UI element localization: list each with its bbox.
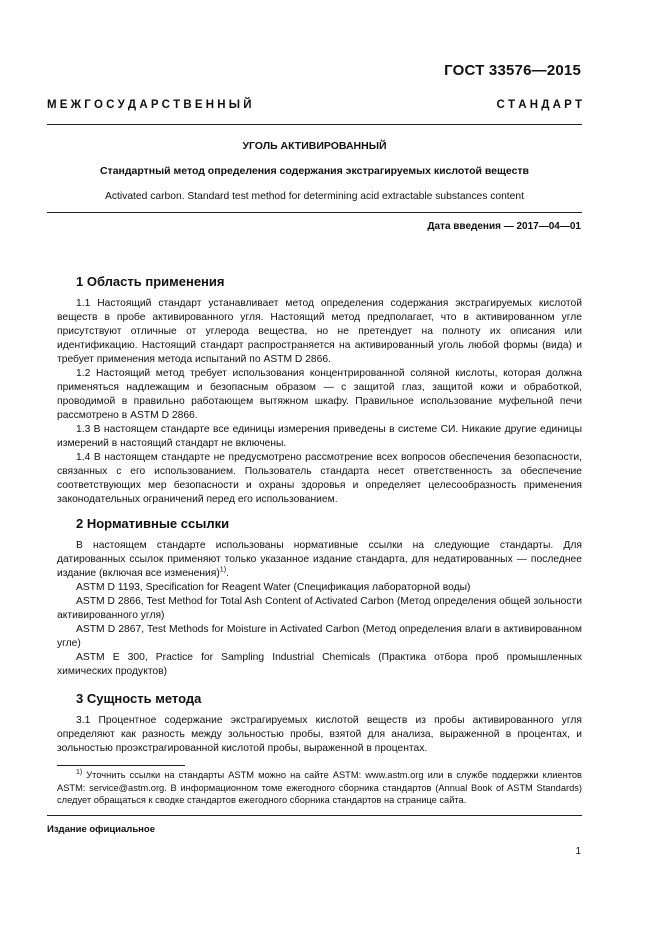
banner-word-standard: С Т А Н Д А Р Т: [496, 99, 582, 111]
paragraph-1-2: 1.2 Настоящий метод требует использования концентрированной соляной кислоты, которая должна применяться надлежащим и безопасным образом — с защитой глаз, защитой кожи и обработкой, проводимой в правильно работающем вытяжном шкафу. Правильное использование муфельной печи рассмотрено в ASTM D 2866.: [57, 368, 582, 421]
section-3-body: [57, 714, 582, 756]
english-title: Activated carbon. Standard test method for determining acid extractable substances content: [105, 191, 524, 202]
interstate-standard-banner: [47, 99, 582, 111]
official-edition-label: Издание официальное: [47, 824, 155, 835]
reference-item: ASTM E 300, Practice for Sampling Industrial Chemicals (Практика отбора проб промышленных химических продуктов): [57, 652, 582, 677]
footnote: [57, 769, 582, 807]
paragraph-1-3: 1.3 В настоящем стандарте все единицы измерения приведены в системе СИ. Никакие другие единицы измерений в настоящий стандарт не включены.: [57, 424, 582, 449]
section-3-heading: 3 Сущность метода: [76, 691, 202, 706]
section-1-heading: 1 Область применения: [76, 274, 225, 289]
footnote-divider: [57, 765, 185, 766]
standard-number: ГОСТ 33576—2015: [444, 62, 581, 79]
document-subtitle: Стандартный метод определения содержания экстрагируемых кислотой веществ: [99, 165, 530, 177]
introduction-date: Дата введения — 2017—04—01: [427, 221, 581, 232]
footnote-marker: 1): [219, 566, 227, 574]
footnote-text-block: [57, 769, 582, 807]
top-divider: [47, 124, 582, 125]
references-intro-text: В настоящем стандарте использованы нормативные ссылки на следующие стандарты. Для датированных ссылок применяют только указанное издание стандарта, для недатированных — последнее издание (включая все изменения): [57, 540, 582, 579]
page-number: 1: [575, 846, 581, 857]
footer-divider: [47, 815, 582, 816]
section-2-body: [57, 539, 582, 679]
reference-item: ASTM D 1193, Specification for Reagent Water (Спецификация лабораторной воды): [76, 582, 471, 593]
footnote-text: Уточнить ссылки на стандарты ASTM можно на сайте ASTM: www.astm.org или в службе поддержки клиентов ASTM: service@astm.org. В информационном томе ежегодного сборника стандартов (Annual Book of ASTM Standards) следует обращаться к сводке стандартов ежегодного сборника стандартов на странице сайта.: [57, 770, 582, 805]
title-divider: [47, 212, 582, 213]
reference-item: ASTM D 2867, Test Methods for Moisture in Activated Carbon (Метод определения влаги в активированном угле): [57, 624, 582, 649]
reference-item: ASTM D 2866, Test Method for Total Ash Content of Activated Carbon (Метод определения общей зольности активированного угля): [57, 596, 582, 621]
banner-word-interstate: М Е Ж Г О С У Д А Р С Т В Е Н Н Ы Й: [47, 99, 252, 111]
paragraph-3-1: 3.1 Процентное содержание экстрагируемых кислотой веществ из пробы активированного угля определяют как разность между зольностью пробы, взятой для анализа, выраженной в процентах, и зольностью проэкстрагированной кислотой пробы, выраженной в процентах.: [57, 715, 582, 754]
document-title: УГОЛЬ АКТИВИРОВАННЫЙ: [242, 140, 387, 152]
section-1-body: [57, 297, 582, 507]
paragraph-1-1: 1.1 Настоящий стандарт устанавливает метод определения содержания экстрагируемых кислотой веществ в пробе активированного угля. Настоящий метод предполагает, что в активированном угле присутствуют отличные от углерода вещества, но не претендует на полноту их описания или идентификацию. Настоящий стандарт распространяется на активированный уголь любой формы (вида) и требует применения метода испытаний по ASTM D 2866.: [57, 298, 582, 365]
section-2-heading: 2 Нормативные ссылки: [76, 516, 230, 531]
footnote-mark: 1): [76, 768, 83, 776]
paragraph-1-4: 1.4 В настоящем стандарте не предусмотрено рассмотрение всех вопросов обеспечения безопасности, связанных с его использованием. Пользователь стандарта несет ответственность за обеспечение соответствующих мер безопасности и охраны здоровья и определяет целесообразность применения законодательных ограничений перед его использованием.: [57, 452, 582, 505]
references-intro: [57, 539, 582, 581]
references-intro-end: .: [226, 568, 229, 579]
